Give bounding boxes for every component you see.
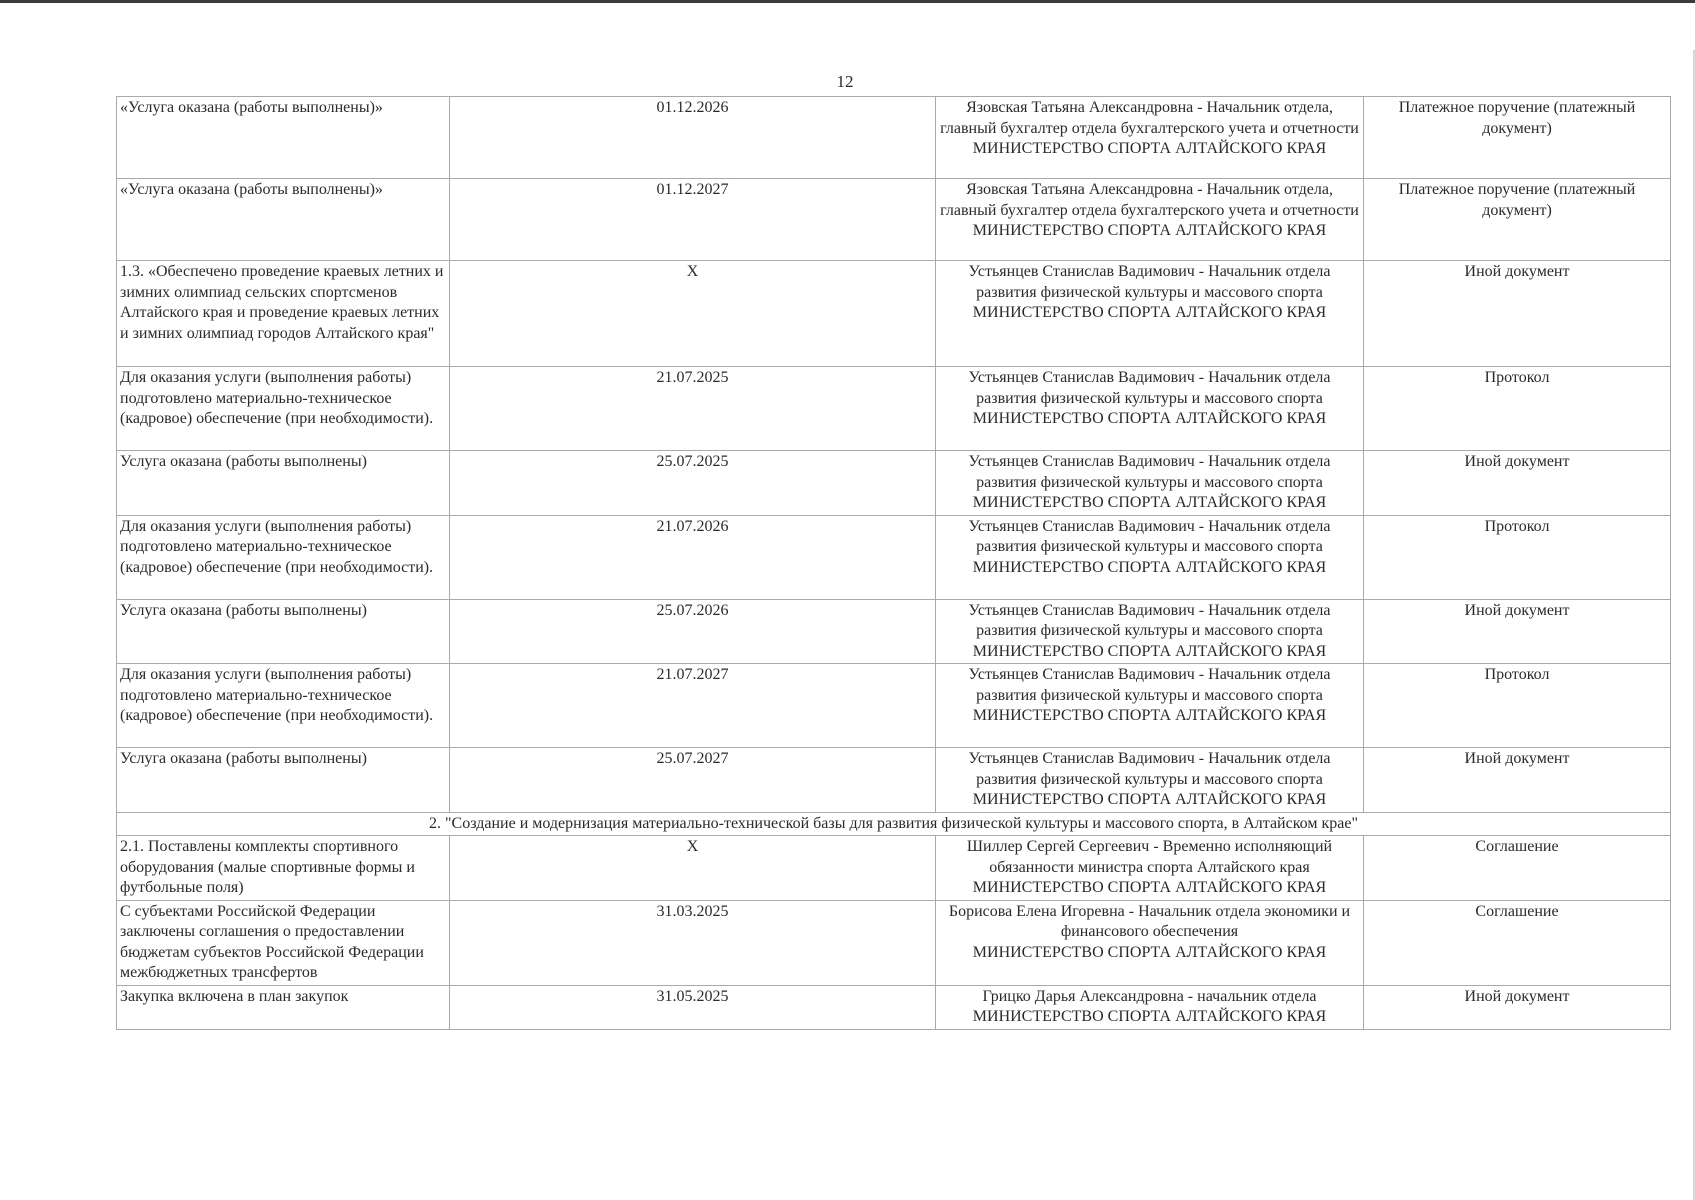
- organization-name: МИНИСТЕРСТВО СПОРТА АЛТАЙСКОГО КРАЯ: [972, 879, 1327, 896]
- page-number: 12: [836, 72, 854, 91]
- event-cell: 2.1. Поставлены комплекты спортивного оборудования (малые спортивные формы и футбольные поля): [117, 836, 450, 901]
- organization-name: МИНИСТЕРСТВО СПОРТА АЛТАЙСКОГО КРАЯ: [972, 410, 1327, 427]
- organization-name: МИНИСТЕРСТВО СПОРТА АЛТАЙСКОГО КРАЯ: [972, 222, 1327, 239]
- control-points-table: [116, 96, 1671, 1030]
- organization-name: МИНИСТЕРСТВО СПОРТА АЛТАЙСКОГО КРАЯ: [972, 791, 1327, 808]
- document-type-cell: Соглашение: [1364, 900, 1671, 985]
- responsible-person: Устьянцев Станислав Вадимович - Начальник отдела развития физической культуры и массового спорта: [968, 517, 1331, 555]
- event-cell: Для оказания услуги (выполнения работы) подготовлено материально-техническое (кадровое) обеспечение (при необходимости).: [117, 664, 450, 748]
- table-row: [117, 367, 1671, 451]
- table-row: [117, 599, 1671, 664]
- document-type-cell: Протокол: [1364, 515, 1671, 599]
- responsible-person: Язовская Татьяна Александровна - Начальник отдела, главный бухгалтер отдела бухгалтерского учета и отчетности: [940, 99, 1359, 137]
- event-cell: Закупка включена в план закупок: [117, 985, 450, 1029]
- responsible-cell: [936, 179, 1364, 261]
- responsible-cell: [936, 748, 1364, 813]
- table-row: [117, 179, 1671, 261]
- document-type-cell: Иной документ: [1364, 451, 1671, 516]
- responsible-person: Грицко Дарья Александровна - начальник отдела: [982, 987, 1317, 1005]
- organization-name: МИНИСТЕРСТВО СПОРТА АЛТАЙСКОГО КРАЯ: [972, 140, 1327, 157]
- organization-name: МИНИСТЕРСТВО СПОРТА АЛТАЙСКОГО КРАЯ: [972, 707, 1327, 724]
- responsible-cell: [936, 451, 1364, 516]
- document-type-cell: Иной документ: [1364, 599, 1671, 664]
- event-cell: Услуга оказана (работы выполнены): [117, 451, 450, 516]
- document-type-cell: Иной документ: [1364, 261, 1671, 367]
- table-row: [117, 261, 1671, 367]
- event-cell: Услуга оказана (работы выполнены): [117, 599, 450, 664]
- date-cell: 21.07.2026: [450, 515, 936, 599]
- responsible-cell: [936, 599, 1364, 664]
- responsible-person: Устьянцев Станислав Вадимович - Начальник отдела развития физической культуры и массового спорта: [968, 666, 1331, 704]
- top-border-rule: [0, 0, 1695, 3]
- responsible-cell: [936, 900, 1364, 985]
- organization-name: МИНИСТЕРСТВО СПОРТА АЛТАЙСКОГО КРАЯ: [972, 304, 1327, 321]
- event-cell: Для оказания услуги (выполнения работы) подготовлено материально-техническое (кадровое) обеспечение (при необходимости).: [117, 515, 450, 599]
- organization-name: МИНИСТЕРСТВО СПОРТА АЛТАЙСКОГО КРАЯ: [972, 494, 1327, 511]
- document-type-cell: Платежное поручение (платежный документ): [1364, 179, 1671, 261]
- event-cell: «Услуга оказана (работы выполнены)»: [117, 179, 450, 261]
- date-cell: 31.03.2025: [450, 900, 936, 985]
- responsible-cell: [936, 515, 1364, 599]
- date-cell: 01.12.2026: [450, 97, 936, 179]
- event-cell: С субъектами Российской Федерации заключены соглашения о предоставлении бюджетам субъектов Российской Федерации межбюджетных трансфертов: [117, 900, 450, 985]
- table-row: [117, 97, 1671, 179]
- responsible-cell: [936, 261, 1364, 367]
- section-heading: 2. "Создание и модернизация материально-технической базы для развития физической культуры и массового спорта, в Алтайском крае": [117, 812, 1671, 836]
- table-row: [117, 748, 1671, 813]
- event-cell: «Услуга оказана (работы выполнены)»: [117, 97, 450, 179]
- responsible-person: Устьянцев Станислав Вадимович - Начальник отдела развития физической культуры и массового спорта: [968, 601, 1331, 639]
- document-type-cell: Протокол: [1364, 664, 1671, 748]
- document-type-cell: Иной документ: [1364, 985, 1671, 1029]
- responsible-cell: [936, 664, 1364, 748]
- responsible-cell: [936, 367, 1364, 451]
- responsible-person: Язовская Татьяна Александровна - Начальник отдела, главный бухгалтер отдела бухгалтерского учета и отчетности: [940, 181, 1359, 219]
- table-row: [117, 451, 1671, 516]
- responsible-person: Устьянцев Станислав Вадимович - Начальник отдела развития физической культуры и массового спорта: [968, 369, 1331, 407]
- section-heading-row: [117, 812, 1671, 836]
- table-row: [117, 985, 1671, 1029]
- responsible-person: Шиллер Сергей Сергеевич - Временно исполняющий обязанности министра спорта Алтайского края: [966, 838, 1333, 876]
- document-type-cell: Протокол: [1364, 367, 1671, 451]
- date-cell: 01.12.2027: [450, 179, 936, 261]
- date-cell: 25.07.2025: [450, 451, 936, 516]
- organization-name: МИНИСТЕРСТВО СПОРТА АЛТАЙСКОГО КРАЯ: [972, 558, 1327, 576]
- date-cell: 31.05.2025: [450, 985, 936, 1029]
- table-row: [117, 900, 1671, 985]
- document-type-cell: Соглашение: [1364, 836, 1671, 901]
- document-type-cell: Иной документ: [1364, 748, 1671, 813]
- table-row: [117, 515, 1671, 599]
- responsible-cell: [936, 97, 1364, 179]
- document-type-cell: Платежное поручение (платежный документ): [1364, 97, 1671, 179]
- table-row: [117, 664, 1671, 748]
- responsible-person: Устьянцев Станислав Вадимович - Начальник отдела развития физической культуры и массового спорта: [968, 263, 1331, 301]
- responsible-person: Борисова Елена Игоревна - Начальник отдела экономики и финансового обеспечения: [948, 902, 1351, 940]
- responsible-cell: [936, 985, 1364, 1029]
- organization-name: МИНИСТЕРСТВО СПОРТА АЛТАЙСКОГО КРАЯ: [972, 943, 1327, 961]
- date-cell: X: [450, 261, 936, 367]
- event-cell: Услуга оказана (работы выполнены): [117, 748, 450, 813]
- responsible-cell: [936, 836, 1364, 901]
- date-cell: X: [450, 836, 936, 901]
- responsible-person: Устьянцев Станислав Вадимович - Начальник отдела развития физической культуры и массового спорта: [968, 453, 1331, 491]
- event-cell: Для оказания услуги (выполнения работы) подготовлено материально-техническое (кадровое) обеспечение (при необходимости).: [117, 367, 450, 451]
- event-cell: 1.3. «Обеспечено проведение краевых летних и зимних олимпиад сельских спортсменов Алтайского края и проведение краевых летних и зимних олимпиад городов Алтайского края": [117, 261, 450, 367]
- date-cell: 25.07.2027: [450, 748, 936, 813]
- date-cell: 25.07.2026: [450, 599, 936, 664]
- organization-name: МИНИСТЕРСТВО СПОРТА АЛТАЙСКОГО КРАЯ: [972, 642, 1327, 660]
- date-cell: 21.07.2027: [450, 664, 936, 748]
- table-row: [117, 836, 1671, 901]
- responsible-person: Устьянцев Станислав Вадимович - Начальник отдела развития физической культуры и массового спорта: [968, 750, 1331, 788]
- date-cell: 21.07.2025: [450, 367, 936, 451]
- organization-name: МИНИСТЕРСТВО СПОРТА АЛТАЙСКОГО КРАЯ: [972, 1008, 1327, 1025]
